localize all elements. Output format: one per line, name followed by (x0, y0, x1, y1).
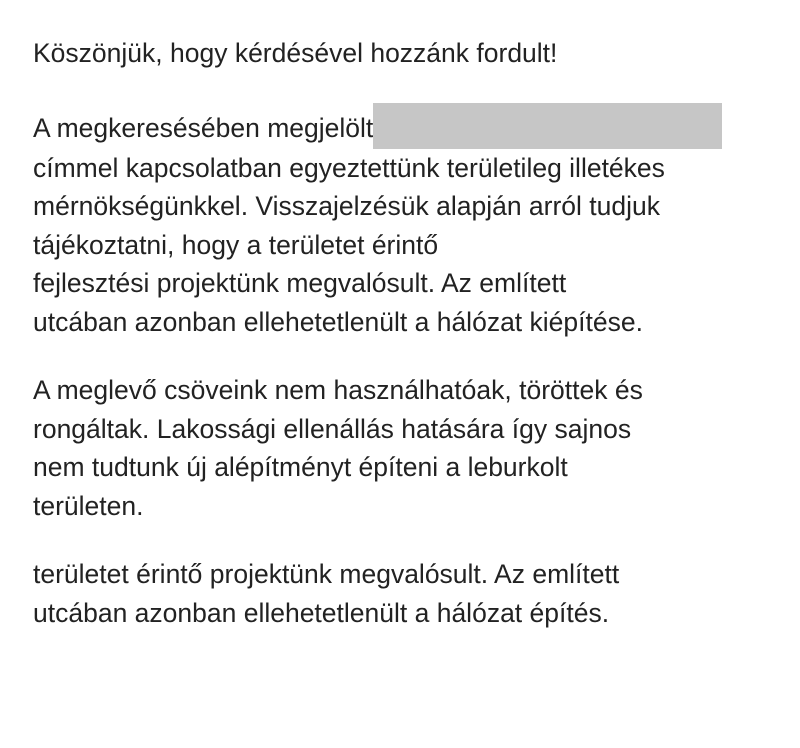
text-line: címmel kapcsolatban egyeztettünk területileg illetékes (33, 152, 665, 183)
text-line: utcában azonban ellehetetlenült a hálózat építés. (33, 597, 610, 628)
text-line: nem tudtunk új alépítményt építeni a leburkolt (33, 452, 568, 482)
paragraph-gap (33, 341, 783, 371)
text-line: A meglevő csöveink nem használhatóak, töröttek és (33, 375, 643, 405)
text-line: tájékoztatni, hogy a területet érintő (33, 229, 439, 260)
redacted-address-block (373, 103, 722, 149)
paragraph-gap (33, 525, 783, 555)
text-line: utcában azonban ellehetetlenült a hálózat kiépítése. (33, 306, 643, 337)
text-fragment: A megkeresésében megjelölt (33, 112, 374, 143)
paragraph-repeat (33, 555, 783, 632)
text-line: területen. (33, 490, 144, 521)
paragraph-greeting (33, 34, 783, 73)
paragraph-gap (33, 73, 783, 103)
message-body (33, 34, 783, 632)
text-line: mérnökségünkkel. Visszajelzésük alapján arról tudjuk (33, 191, 661, 221)
text-line-with-redaction (33, 103, 783, 149)
paragraph-address-info (33, 103, 783, 342)
paragraph-pipes (33, 371, 783, 525)
text-line: Köszönjük, hogy kérdésével hozzánk fordult! (33, 38, 558, 68)
text-line: fejlesztési projektünk megvalósult. Az említett (33, 268, 567, 298)
text-line: területet érintő projektünk megvalósult. Az említett (33, 559, 620, 589)
text-line: rongáltak. Lakossági ellenállás hatására így sajnos (33, 413, 632, 444)
